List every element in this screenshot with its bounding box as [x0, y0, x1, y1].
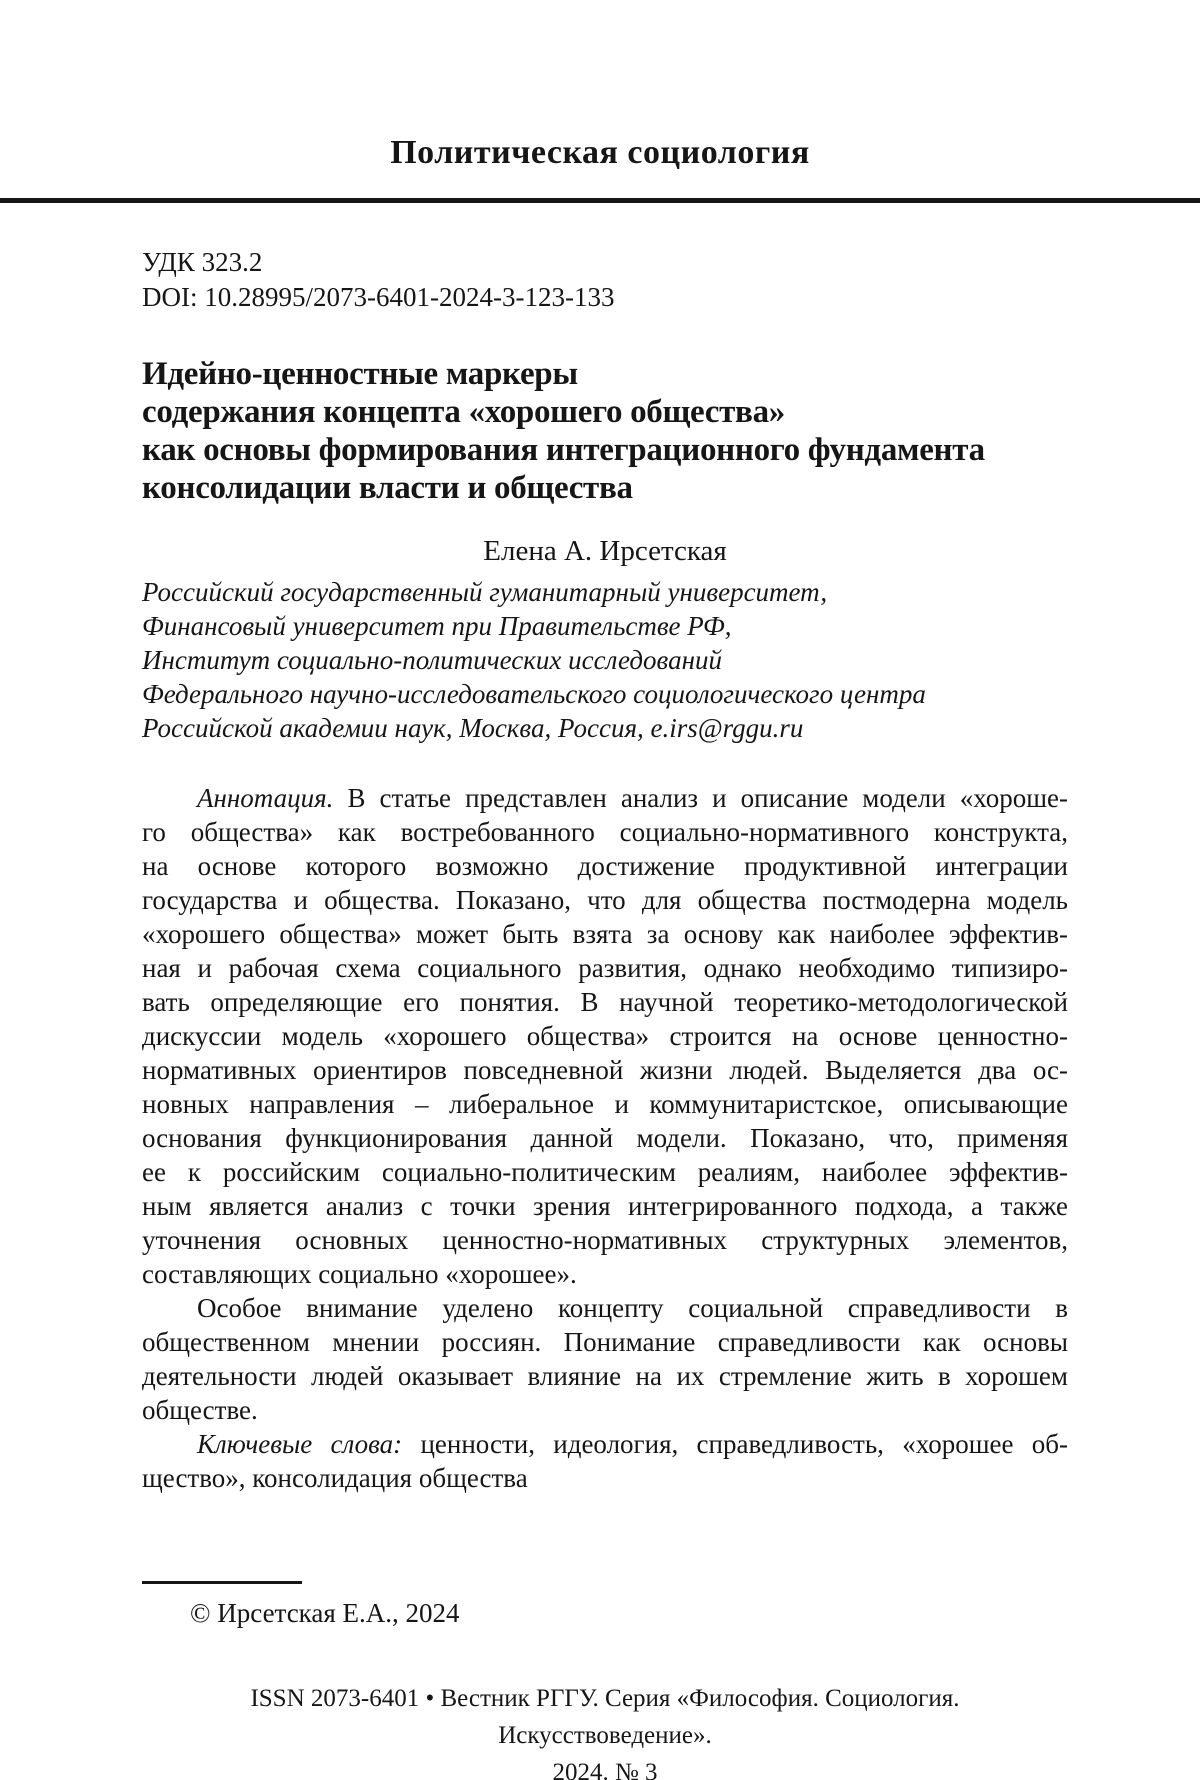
- text-line: Российской академии наук, Москва, Россия, e.irs@rggu.ru: [142, 713, 804, 743]
- text-line: Особое внимание уделено концепту социальной справедливости в: [197, 1293, 1068, 1323]
- author-name: Елена А. Ирсетская: [483, 535, 727, 567]
- text-line: новных направления – либеральное и коммунитаристское, описывающие: [142, 1089, 1068, 1119]
- text-line: щество», консолидация общества: [142, 1463, 528, 1493]
- text-line: «хорошего общества» может быть взята за основу как наиболее эффектив-: [142, 919, 1068, 949]
- text-line: Финансовый университет при Правительстве РФ,: [142, 611, 732, 641]
- text-line: деятельности людей оказывает влияние на их стремление жить в хорошем: [142, 1361, 1068, 1391]
- footer-issue-line: 2024. № 3: [552, 1759, 658, 1780]
- text-line: консолидации власти и общества: [142, 470, 633, 506]
- text-line: обществе.: [142, 1395, 258, 1425]
- text-line: ным является анализ с точки зрения интегрированного подхода, а также: [142, 1191, 1068, 1221]
- text-line: нормативных ориентиров повседневной жизни людей. Выделяется два ос-: [142, 1055, 1068, 1085]
- text-line: ная и рабочая схема социального развития, однако необходимо типизиро-: [142, 953, 1068, 983]
- udk-number: УДК 323.2: [142, 247, 263, 277]
- copyright-rule: [142, 1581, 302, 1584]
- footer-issn-line: ISSN 2073-6401 • Вестник РГГУ. Серия «Философия. Социология. Искусствоведение».: [250, 1685, 960, 1749]
- copyright-block: [142, 1581, 1068, 1630]
- text-line: Ключевые слова: ценности, идеология, справедливость, «хорошее об-: [197, 1429, 1068, 1459]
- text-line: дискуссии модель «хорошего общества» строится на основе ценностно-: [142, 1021, 1068, 1051]
- text-line: основания функционирования данной модели. Показано, что, применяя: [142, 1123, 1068, 1153]
- header-rule: [0, 198, 1200, 203]
- abstract-paragraph-2: [142, 1291, 1068, 1427]
- text-line: на основе которого возможно достижение продуктивной интеграции: [142, 851, 1068, 881]
- doi-number: DOI: 10.28995/2073-6401-2024-3-123-133: [142, 282, 615, 312]
- abstract-paragraph-1: [142, 781, 1068, 1291]
- copyright-line: © Ирсетская Е.А., 2024: [190, 1598, 460, 1628]
- text-line: Аннотация. В статье представлен анализ и описание модели «хороше-: [197, 783, 1068, 813]
- italic-lead: Аннотация.: [197, 783, 334, 813]
- article-meta: [142, 245, 1068, 315]
- text-line: общественном мнении россиян. Понимание справедливости как основы: [142, 1327, 1068, 1357]
- text-line: Российский государственный гуманитарный университет,: [142, 577, 828, 607]
- article-title: [142, 355, 1068, 507]
- text-line: содержания концепта «хорошего общества»: [142, 394, 785, 430]
- text-line: государства и общества. Показано, что для общества постмодерна модель: [142, 885, 1068, 915]
- text-line: Идейно-ценностные маркеры: [142, 356, 578, 392]
- text-line: Институт социально-политических исследований: [142, 645, 722, 675]
- text-line: ее к российским социально-политическим реалиям, наиболее эффектив-: [142, 1157, 1068, 1187]
- section-heading: Политическая социология: [390, 134, 810, 171]
- author-affiliation: [142, 575, 1068, 745]
- text-line: Федерального научно-исследовательского социологического центра: [142, 679, 926, 709]
- abstract-block: [142, 781, 1068, 1495]
- text-line: как основы формирования интеграционного фундамента: [142, 432, 985, 468]
- text-line: уточнения основных ценностно-нормативных структурных элементов,: [142, 1225, 1068, 1255]
- italic-lead: Ключевые слова:: [197, 1429, 403, 1459]
- page-content: [0, 245, 1200, 1630]
- text-line: го общества» как востребованного социально-нормативного конструкта,: [142, 817, 1068, 847]
- keywords-paragraph: [142, 1427, 1068, 1495]
- text-line: составляющих социально «хорошее».: [142, 1259, 577, 1289]
- journal-footer: [142, 1680, 1068, 1780]
- text-line: вать определяющие его понятия. В научной теоретико-методологической: [142, 987, 1068, 1017]
